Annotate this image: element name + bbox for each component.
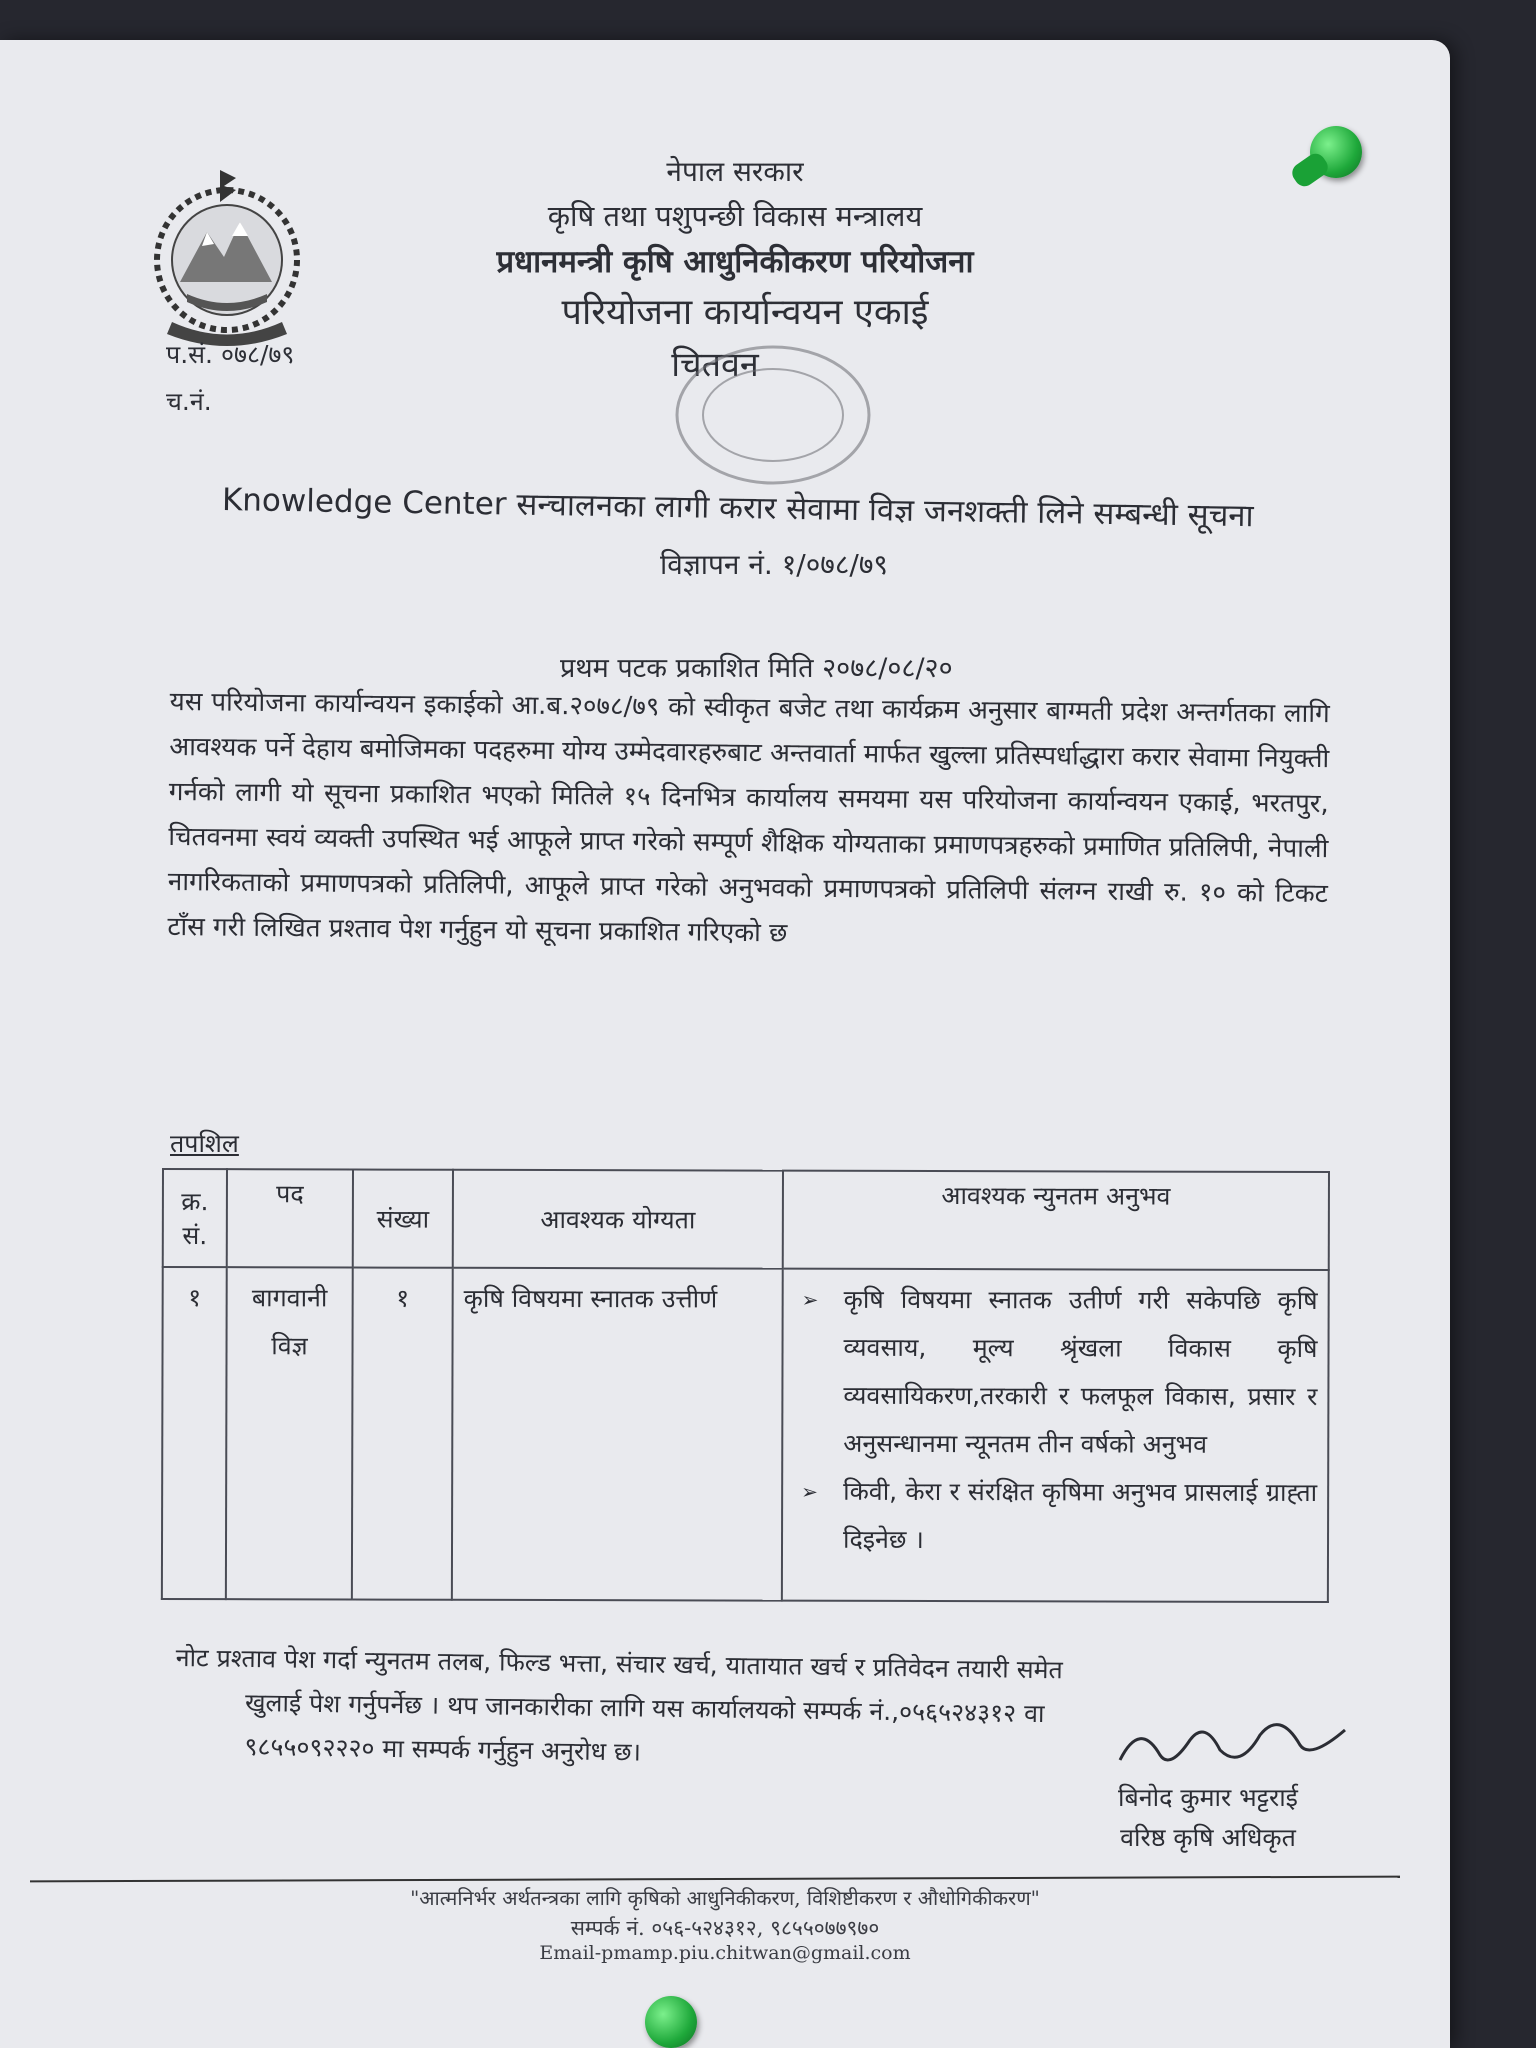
- push-pin-icon: [645, 1996, 697, 2048]
- note-line-1: नोट प्रश्ताव पेश गर्दा न्युनतम तलब, फिल्ड भत्ता, संचार खर्च, यातायात खर्च र प्रतिवेदन तयारी समेत: [175, 1642, 1063, 1685]
- column-header-count: संख्या: [353, 1170, 453, 1268]
- push-pin-icon: [1310, 126, 1362, 178]
- ministry-title: कृषि तथा पशुपन्छी विकास मन्त्रालय: [547, 199, 923, 233]
- list-item: ➢ कृषि विषयमा स्नातक उतीर्ण गरी सकेपछि कृषि व्यवसाय, मूल्य श्रृंखला विकास कृषि व्यवसायिकरण,तरकारी र फलफूल विकास, प्रसार र अनुसन्धानमा न्यूनतम तीन वर्षको अनुभव: [843, 1276, 1318, 1469]
- cell-experience: [782, 1269, 1329, 1602]
- note-line-2: खुलाई पेश गर्नुपर्नेछ । थप जानकारीका लागि यस कार्यालयको सम्पर्क नं.,०५६५२४३१२ वा: [244, 1687, 1045, 1729]
- experience-list: [793, 1276, 1318, 1565]
- table-header-row: [163, 1169, 1329, 1270]
- advertisement-number: विज्ञापन नं. १/०७८/७९: [660, 548, 888, 581]
- dispatch-number: च.नं.: [166, 387, 212, 416]
- cell-sn: १: [162, 1267, 227, 1599]
- column-header-post: पद: [227, 1169, 353, 1267]
- location-title: चितवन: [671, 345, 759, 385]
- column-header-qualification: आवश्यक योग्यता: [453, 1170, 783, 1269]
- note-line-3: ९८५५०९२२२० मा सम्पर्क गर्नुहुन अनुरोध छ।: [244, 1731, 642, 1767]
- signer-title: वरिष्ठ कृषि अधिकृत: [1120, 1823, 1296, 1852]
- reference-number: प.सं. ०७८/७९: [166, 340, 295, 369]
- signature: [1110, 1700, 1350, 1790]
- cell-qualification: कृषि विषयमा स्नातक उत्तीर्ण: [452, 1268, 783, 1601]
- notice-subject: Knowledge Center सन्चालनका लागी करार सेवामा विज्ञ जनशक्ती लिने सम्बन्धी सूचना: [221, 482, 1254, 535]
- publication-date: प्रथम पटक प्रकाशित मिति २०७८/०८/२०: [560, 653, 953, 684]
- cell-post: बागवानी विज्ञ: [226, 1267, 353, 1599]
- footer-contact: सम्पर्क नं. ०५६-५२४३१२, ९८५५०७७९७०: [570, 1916, 880, 1940]
- footer-slogan: "आत्मनिर्भर अर्थतन्त्रका लागि कृषिको आधुनिकीकरण, विशिष्टीकरण र औधोगिकीकरण": [410, 1886, 1040, 1910]
- footer-divider: [30, 1876, 1400, 1883]
- schedule-table: [161, 1168, 1330, 1603]
- notice-paper: [0, 40, 1450, 2048]
- list-item: ➢ किवी, केरा र संरक्षित कृषिमा अनुभव प्रासलाई ग्राह्‍ता दिइनेछ ।: [843, 1468, 1317, 1565]
- cell-count: १: [352, 1267, 453, 1599]
- office-stamp: [668, 340, 878, 490]
- government-title: नेपाल सरकार: [666, 155, 804, 188]
- signatory: [1078, 1778, 1338, 1858]
- table-row: [162, 1267, 1329, 1602]
- column-header-sn: क्र. सं.: [163, 1169, 227, 1267]
- footer-email: Email-pmamp.piu.chitwan@gmail.com: [539, 1942, 911, 1964]
- project-title: प्रधानमन्त्री कृषि आधुनिकीकरण परियोजना: [496, 244, 974, 280]
- schedule-heading: तपशिल: [170, 1129, 239, 1158]
- notice-body: यस परियोजना कार्यान्वयन इकाईको आ.ब.२०७८/७९ को स्वीकृत बजेट तथा कार्यक्रम अनुसार बाग्मती प्रदेश अन्तर्गतका लागि आवश्यक पर्ने देहाय बमोजिमका पदहरुमा योग्य उम्मेदवारहरुबाट अन्तवार्ता मार्फत खुल्ला प्रतिस्पर्धाद्धारा करार सेवामा नियुक्ती गर्नको लागी यो सूचना प्रकाशित भएको मितिले १५ दिनभित्र कार्यालय समयमा यस परियोजना कार्यान्वयन एकाई, भरतपुर, चितवनमा स्वयं व्यक्ती उपस्थित भई आफूले प्राप्त गरेको सम्पूर्ण शैक्षिक योग्यताका प्रमाणपत्रहरुको प्रमाणित प्रतिलिपी, नेपाली नागरिकताको प्रमाणपत्रको प्रतिलिपी, आफूले प्राप्त गरेको अनुभवको प्रमाणपत्रको प्रतिलिपी संलग्न राखी रु. १० को टिकट टाँस गरी लिखित प्रश्ताव पेश गर्नुहुन यो सूचना प्रकाशित गरिएको छ: [167, 686, 1330, 949]
- signer-name: बिनोद कुमार भट्टराई: [1118, 1783, 1298, 1812]
- unit-title: परियोजना कार्यान्वयन एकाई: [561, 292, 929, 333]
- column-header-experience: आवश्यक न्युनतम अनुभव: [783, 1171, 1329, 1270]
